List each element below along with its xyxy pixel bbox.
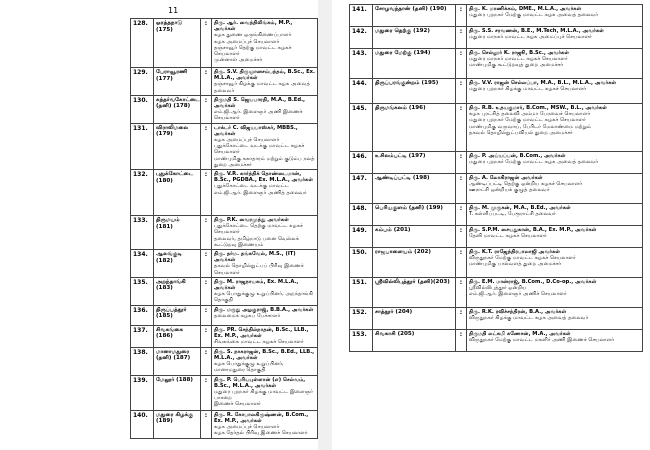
constituency-name: மதுரை தெற்கு (192)	[373, 27, 456, 49]
column-separator: :	[456, 79, 467, 104]
candidate-details	[467, 5, 643, 27]
candidate-role: புதுக்கோட்டை தெற்கு மாவட்ட கழகச் செயலாளர்	[214, 223, 303, 236]
candidate-name: திரு. R. கோபாலகிருஷ்ணன், B.Com., Ex. M.P., அவர்கள்	[214, 411, 309, 424]
candidate-details	[467, 174, 643, 204]
roster-row	[350, 27, 643, 49]
serial-number: 146.	[350, 152, 373, 174]
candidate-role: எம்.ஜி.ஆர். இளைஞர் அணிச் செயலாளர்	[469, 291, 567, 298]
candidate-role: மாண்புமிகு வருவாய், பேரிடர் மேலாண்மை மற்றும்	[469, 123, 592, 130]
candidate-name: திரு. P. அய்யப்பன், B.Com., அவர்கள்	[469, 153, 566, 159]
roster-row	[131, 170, 318, 216]
candidate-role: விருதுநகர் மேற்கு மாவட்ட கழகச் செயலாளர்	[469, 255, 576, 262]
candidate-details	[467, 278, 643, 308]
candidate-details	[467, 104, 643, 152]
roster-row	[350, 49, 643, 79]
candidate-name: திரு. V.R. கார்த்திக் தொண்டைமான், B.Sc., PGDBA., Ex. M.L.A., அவர்கள்	[214, 171, 314, 184]
candidate-role: மதுரை மாநகர் மாவட்ட கழகச் செயலாளர்	[469, 56, 568, 63]
roster-row	[350, 174, 643, 204]
serial-number: 129.	[131, 68, 154, 96]
serial-number: 152.	[350, 308, 373, 330]
roster-row	[131, 250, 318, 278]
candidate-role: கழக துணை ஒருங்கிணைப்பாளர்	[214, 32, 292, 39]
candidate-details	[467, 330, 643, 352]
candidate-name: திரு. மருது அழகுராஜ், B.B.A., அவர்கள்	[214, 306, 314, 313]
constituency-name: ஒரத்தநாடு (175)	[154, 19, 201, 68]
column-separator: :	[201, 19, 212, 68]
serial-number: 147.	[350, 174, 373, 204]
serial-number: 135.	[131, 277, 154, 305]
left-column	[130, 18, 318, 439]
roster-row	[131, 325, 318, 347]
page-gutter	[318, 0, 332, 450]
column-separator: :	[456, 330, 467, 352]
constituency-name: பெரியகுளம் (தனி) (199)	[373, 204, 456, 226]
candidate-role: கழக தேர்தல் பிரிவு இணைச் செயலாளர்	[214, 430, 308, 437]
roster-row	[131, 277, 318, 305]
roster-row	[131, 19, 318, 68]
serial-number: 131.	[131, 123, 154, 169]
candidate-role: மதுரை புறநகர் மேற்கு மாவட்ட கழகச் செயலாளர்	[469, 117, 586, 124]
constituency-name: திருமயம் (181)	[154, 216, 201, 250]
candidate-role: மதுரை புறநகர் மேற்கு மாவட்ட கழக அவைத் தலைவர்	[469, 12, 599, 19]
candidate-details	[212, 216, 318, 250]
candidate-details	[212, 347, 318, 375]
roster-row	[350, 248, 643, 278]
column-separator: :	[456, 152, 467, 174]
candidate-details	[467, 79, 643, 104]
serial-number: 143.	[350, 49, 373, 79]
constituency-name: சாத்தூர் (204)	[373, 308, 456, 330]
candidate-role: T. கள்ளிப்பட்டி, பேரூராட்சி தலைவர்	[469, 211, 556, 218]
candidate-details	[467, 152, 643, 174]
candidate-details	[212, 375, 318, 410]
candidate-role: விருதுநகர் மேற்கு மாவட்ட மகளிர் அணி இணைச் செயலாளர்	[469, 337, 615, 344]
serial-number: 151.	[350, 278, 373, 308]
candidate-name: திரு. R.B. உதயகுமார், B.Com., MSW., B.L., அவர்கள்	[469, 105, 607, 111]
column-separator: :	[201, 305, 212, 325]
candidate-details	[467, 226, 643, 248]
column-separator: :	[456, 226, 467, 248]
roster-row	[350, 152, 643, 174]
column-separator: :	[456, 5, 467, 27]
serial-number: 128.	[131, 19, 154, 68]
column-separator: :	[201, 170, 212, 216]
roster-row	[131, 305, 318, 325]
candidate-role: கழக அமைப்புச் செயலாளர்	[214, 423, 280, 430]
candidate-name: திரு. செல்லூர் K. ராஜூ, B.Sc., அவர்கள்	[469, 50, 570, 56]
roster-row	[350, 308, 643, 330]
candidate-details	[467, 248, 643, 278]
constituency-name: ஸ்ரீவில்லிபுத்தூர் (தனி)(203)	[373, 278, 456, 308]
serial-number: 137.	[131, 325, 154, 347]
candidate-details	[212, 123, 318, 169]
candidate-details	[212, 170, 318, 216]
constituency-name: ஆலங்குடி (182)	[154, 250, 201, 278]
serial-number: 136.	[131, 305, 154, 325]
serial-number: 133.	[131, 216, 154, 250]
constituency-name: திருப்பரங்குன்றம் (195)	[373, 79, 456, 104]
serial-number: 132.	[131, 170, 154, 216]
candidate-name: திரு. M. முருகன், M.A., B.Ed., அவர்கள்	[469, 205, 571, 211]
roster-row	[350, 104, 643, 152]
candidate-name: திரு. தர்ம. தங்கவேல், M.S., (IT) அவர்கள்	[214, 251, 296, 264]
constituency-name: மதுரை மேற்கு (194)	[373, 49, 456, 79]
candidate-details	[212, 68, 318, 96]
candidate-role: தகவல் தொழில்நுட்பப் பிரிவு இணைச் செயலாளர்	[214, 263, 304, 276]
candidate-details	[467, 49, 643, 79]
candidate-name: திரு. S. நாகராஜன், B.Sc., B.Ed., LLB., M.L.A., அவர்கள்	[214, 348, 315, 361]
candidate-name: திரு. K. மாணிக்கம், DME., M.L.A., அவர்கள்	[469, 6, 582, 12]
constituency-name: அறந்தாங்கி (183)	[154, 277, 201, 305]
roster-row	[350, 278, 643, 308]
candidate-name: திரு. M. ராஜநாயகம், Ex. M.L.A., அவர்கள்	[214, 278, 299, 292]
candidate-name: திரு. K.T. ராஜேந்திரபாலாஜி அவர்கள்	[469, 249, 561, 255]
candidate-name: திரு. S.V. திருஞானசம்பந்தம், B.Sc., Ex. M.L.A., அவர்கள்	[214, 69, 315, 82]
candidate-role: தஞ்சாவூர் கிழக்கு மாவட்ட கழக அவைத் தலைவர்	[214, 81, 310, 94]
serial-number: 149.	[350, 226, 373, 248]
column-separator: :	[201, 123, 212, 169]
candidate-name: திருமதி லட்சுமி கணேசன், M.A., அவர்கள்	[469, 331, 571, 337]
roster-row	[131, 68, 318, 96]
candidate-details	[212, 325, 318, 347]
roster-row	[350, 226, 643, 248]
roster-row	[131, 347, 318, 375]
constituency-name: திருமங்கலம் (196)	[373, 104, 456, 152]
candidate-details	[212, 277, 318, 305]
candidate-name: டாக்டர் C. விஜயபாஸ்கர், MBBS., அவர்கள்	[214, 124, 298, 137]
candidate-details	[212, 19, 318, 68]
candidate-role: தலைமைக் கழகப் பேச்சாளர்	[214, 312, 281, 319]
roster-row	[350, 330, 643, 352]
serial-number: 150.	[350, 248, 373, 278]
constituency-name: சிவகங்கை (186)	[154, 325, 201, 347]
constituency-name: பேராவூரணி (177)	[154, 68, 201, 96]
serial-number: 148.	[350, 204, 373, 226]
candidate-role: தகவல் தொழில்நுட்பவியல் துறை அமைச்சர்	[469, 129, 573, 136]
roster-row	[350, 204, 643, 226]
roster-row	[131, 410, 318, 438]
candidate-role: தலைவர், தமிழ்நாடு பனை வெல்லக் கூட்டுறவு இணையம்	[214, 235, 299, 248]
candidate-role: மாண்புமிகு சுகாதாரம் மற்றும் குடும்ப நலத் துறை அமைச்சர்	[214, 155, 315, 168]
candidate-name: திரு. S.S. சரவணன், B.E., M.Tech, M.L.A., அவர்கள்	[469, 28, 604, 34]
serial-number: 142.	[350, 27, 373, 49]
column-separator: :	[201, 68, 212, 96]
column-separator: :	[456, 104, 467, 152]
column-separator: :	[201, 410, 212, 438]
candidate-name: திரு. ஆர். வைத்திலிங்கம், M.P., அவர்கள்	[214, 20, 293, 33]
candidate-role: கழக பொதுக்குழு உறுப்பினர், அறந்தாங்கி தொகுதி	[214, 291, 313, 304]
roster-row	[131, 95, 318, 123]
column-separator: :	[201, 250, 212, 278]
column-separator: :	[456, 204, 467, 226]
constituency-name: திருப்பத்தூர் (185)	[154, 305, 201, 325]
column-separator: :	[201, 95, 212, 123]
candidate-role: தஞ்சாவூர் தெற்கு மாவட்ட கழகச் செயலாளர்	[214, 44, 292, 58]
constituency-name: ஆண்டிப்பட்டி (198)	[373, 174, 456, 204]
constituency-name: மேலூர் (188)	[154, 375, 201, 410]
candidate-role: மதுரை மாநகர் மாவட்ட கழக அமைப்புச் செயலாளர்	[469, 34, 592, 41]
candidate-name: திரு. V.V. ராஜன் செல்லப்பா, M.A., B.L., M.L.A., அவர்கள்	[469, 80, 617, 86]
candidate-name: திரு. S.P.M. சையதுகான், B.A., Ex. M.P., அவர்கள்	[469, 227, 597, 233]
roster-row	[131, 216, 318, 250]
candidate-details	[212, 410, 318, 438]
column-separator: :	[456, 49, 467, 79]
left-roster-body	[131, 19, 318, 439]
constituency-name: புதுக்கோட்டை (180)	[154, 170, 201, 216]
serial-number: 144.	[350, 79, 373, 104]
candidate-role: கழக புரட்சித் தலைவி அம்மா பேரவைச் செயலாளர்	[469, 111, 591, 118]
serial-number: 134.	[131, 250, 154, 278]
right-roster-table	[349, 4, 643, 352]
candidate-role: ஸ்ரீவில்லிபுத்தூர் ஒன்றிய	[469, 285, 527, 292]
candidate-name: திரு. P.K. வைரமுத்து அவர்கள்	[214, 217, 289, 224]
candidate-role: சிவகங்கை மாவட்ட கழகச் செயலாளர்	[214, 339, 304, 346]
candidate-role: எம்.ஜி.ஆர். இளைஞர் அணி இணைச் செயலாளர்	[214, 109, 303, 122]
constituency-name: சோழவந்தான் (தனி) (190)	[373, 5, 456, 27]
candidate-role: தேனி மாவட்ட கழகச் செயலாளர்	[469, 233, 547, 240]
column-separator: :	[456, 248, 467, 278]
candidate-name: திருமதி S. ஜெயபாரதி, M.A., B.Ed., அவர்கள்	[214, 96, 306, 110]
candidate-name: திரு. A. லோகிராஜன் அவர்கள்	[469, 175, 543, 181]
candidate-details	[212, 305, 318, 325]
column-separator: :	[201, 325, 212, 347]
candidate-role: ஊராட்சி ஒன்றியக் குழுத் தலைவர்	[469, 187, 550, 194]
candidate-details	[212, 95, 318, 123]
candidate-role: மாண்புமிகு கூட்டுறவுத் துறை அமைச்சர்	[469, 62, 564, 69]
constituency-name: சிவகாசி (205)	[373, 330, 456, 352]
column-separator: :	[201, 216, 212, 250]
constituency-name: மதுரை கிழக்கு (189)	[154, 410, 201, 438]
candidate-details	[467, 308, 643, 330]
serial-number: 141.	[350, 5, 373, 27]
serial-number: 145.	[350, 104, 373, 152]
column-separator: :	[201, 277, 212, 305]
serial-number: 140.	[131, 410, 154, 438]
candidate-name: திரு. PR. செந்தில்நாதன், B.Sc., LLB., Ex. M.P., அவர்கள்	[214, 326, 309, 339]
candidate-role: கழக பொதுக்குழு உறுப்பினர், மானாமதுரை தொகுதி	[214, 361, 284, 374]
roster-row	[350, 5, 643, 27]
candidate-role: முன்னாள் அமைச்சர்	[214, 57, 263, 64]
right-roster-body	[350, 5, 643, 352]
candidate-role: மதுரை புறநகர் மேற்கு மாவட்ட கழக அவைத் தலைவர்	[469, 159, 599, 166]
candidate-role: புதுக்கோட்டை வடக்கு மாவட்ட எம்.ஜி.ஆர். இளைஞர் அணித் தலைவர்	[214, 183, 307, 196]
right-column	[349, 4, 643, 352]
candidate-role: விருதுநகர் கிழக்கு மாவட்ட கழக அவைத் தலைவர்	[469, 315, 589, 322]
constituency-name: விராலிமலை (179)	[154, 123, 201, 169]
candidate-name: திரு. P. பெரியபுள்ளான் (எ) செல்வம், B.Sc., M.L.A., அவர்கள்	[214, 376, 306, 389]
constituency-name: ராஜபாளையம் (202)	[373, 248, 456, 278]
roster-row	[131, 123, 318, 169]
candidate-name: திரு. R.K. ரவிச்சந்திரன், B.A., அவர்கள்	[469, 309, 567, 315]
candidate-role: கழக அமைப்புச் செயலாளர்	[214, 137, 280, 144]
page-number: 11	[168, 6, 179, 15]
candidate-role: புதுக்கோட்டை வடக்கு மாவட்ட கழகச் செயலாளர்	[214, 143, 305, 156]
column-separator: :	[456, 27, 467, 49]
candidate-name: திரு. E.M. மான்ராஜ், B.Com., D.Co-op., அவர்கள்	[469, 279, 597, 285]
candidate-role: இணைச் செயலாளர்	[214, 401, 261, 408]
serial-number: 153.	[350, 330, 373, 352]
serial-number: 139.	[131, 375, 154, 410]
candidate-details	[467, 27, 643, 49]
constituency-name: கந்தர்வகோட்டை (தனி) (178)	[154, 95, 201, 123]
constituency-name: உசிலம்பட்டி (197)	[373, 152, 456, 174]
column-separator: :	[456, 308, 467, 330]
serial-number: 130.	[131, 95, 154, 123]
candidate-role: மதுரை புறநகர் கிழக்கு மாவட்ட கழகச் செயலாளர்	[469, 86, 587, 93]
roster-row	[131, 375, 318, 410]
candidate-role: ஆண்டிப்பட்டி தெற்கு ஒன்றிய கழகச் செயலாளர்	[469, 181, 583, 188]
candidate-role: மாண்புமிகு பால்வளத் துறை அமைச்சர்	[469, 261, 562, 268]
column-separator: :	[201, 375, 212, 410]
left-roster-table	[130, 18, 318, 439]
candidate-details	[467, 204, 643, 226]
column-separator: :	[456, 278, 467, 308]
candidate-details	[212, 250, 318, 278]
constituency-name: மானாமதுரை (தனி) (187)	[154, 347, 201, 375]
serial-number: 138.	[131, 347, 154, 375]
candidate-role: கழக அமைப்புச் செயலாளர்	[214, 38, 280, 45]
roster-row	[350, 79, 643, 104]
candidate-role: மதுரை புறநகர் கிழக்கு மாவட்ட இளைஞர் பாசறை	[214, 388, 313, 402]
constituency-name: கம்பம் (201)	[373, 226, 456, 248]
column-separator: :	[201, 347, 212, 375]
column-separator: :	[456, 174, 467, 204]
